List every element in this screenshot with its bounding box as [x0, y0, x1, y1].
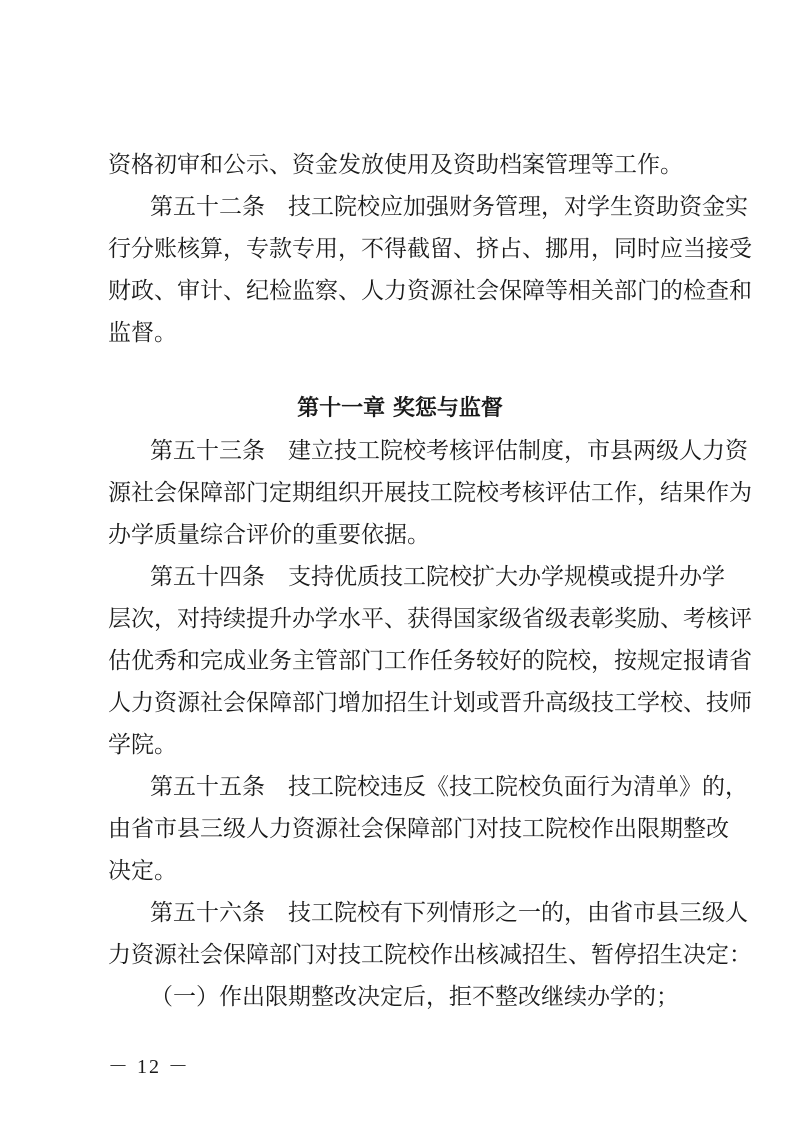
text-line: 行分账核算，专款专用，不得截留、挤占、挪用，同时应当接受: [108, 236, 752, 262]
article-56-start: 第五十六条 技工院校有下列情形之一的，由省市县三级人: [150, 900, 748, 926]
text-line: 人力资源社会保障部门增加招生计划或晋升高级技工学校、技师: [108, 690, 752, 716]
text-line: 资格初审和公示、资金发放使用及资助档案管理等工作。: [108, 152, 683, 178]
text-line: 由省市县三级人力资源社会保障部门对技工院校作出限期整改: [108, 816, 729, 842]
text-line: 源社会保障部门定期组织开展技工院校考核评估工作，结果作为: [108, 480, 752, 506]
text-line: 层次，对持续提升办学水平、获得国家级省级表彰奖励、考核评: [108, 606, 752, 632]
article-54-start: 第五十四条 支持优质技工院校扩大办学规模或提升办学: [150, 564, 725, 590]
article-55-start: 第五十五条 技工院校违反《技工院校负面行为清单》的，: [150, 774, 748, 800]
chapter-heading: 第十一章 奖惩与监督: [297, 396, 503, 421]
page-number: － 12 －: [108, 1056, 190, 1078]
article-52-start: 第五十二条 技工院校应加强财务管理，对学生资助资金实: [150, 194, 748, 220]
list-item: （一）作出限期整改决定后，拒不整改继续办学的；: [150, 984, 679, 1010]
text-line: 办学质量综合评价的重要依据。: [108, 522, 430, 548]
article-53-start: 第五十三条 建立技工院校考核评估制度，市县两级人力资: [150, 438, 748, 464]
text-line: 财政、审计、纪检监察、人力资源社会保障等相关部门的检查和: [108, 278, 752, 304]
text-line: 监督。: [108, 320, 177, 346]
text-line: 学院。: [108, 732, 177, 758]
text-line: 决定。: [108, 858, 177, 884]
text-line: 力资源社会保障部门对技工院校作出核减招生、暂停招生决定：: [108, 942, 752, 968]
text-line: 估优秀和完成业务主管部门工作任务较好的院校，按规定报请省: [108, 648, 752, 674]
